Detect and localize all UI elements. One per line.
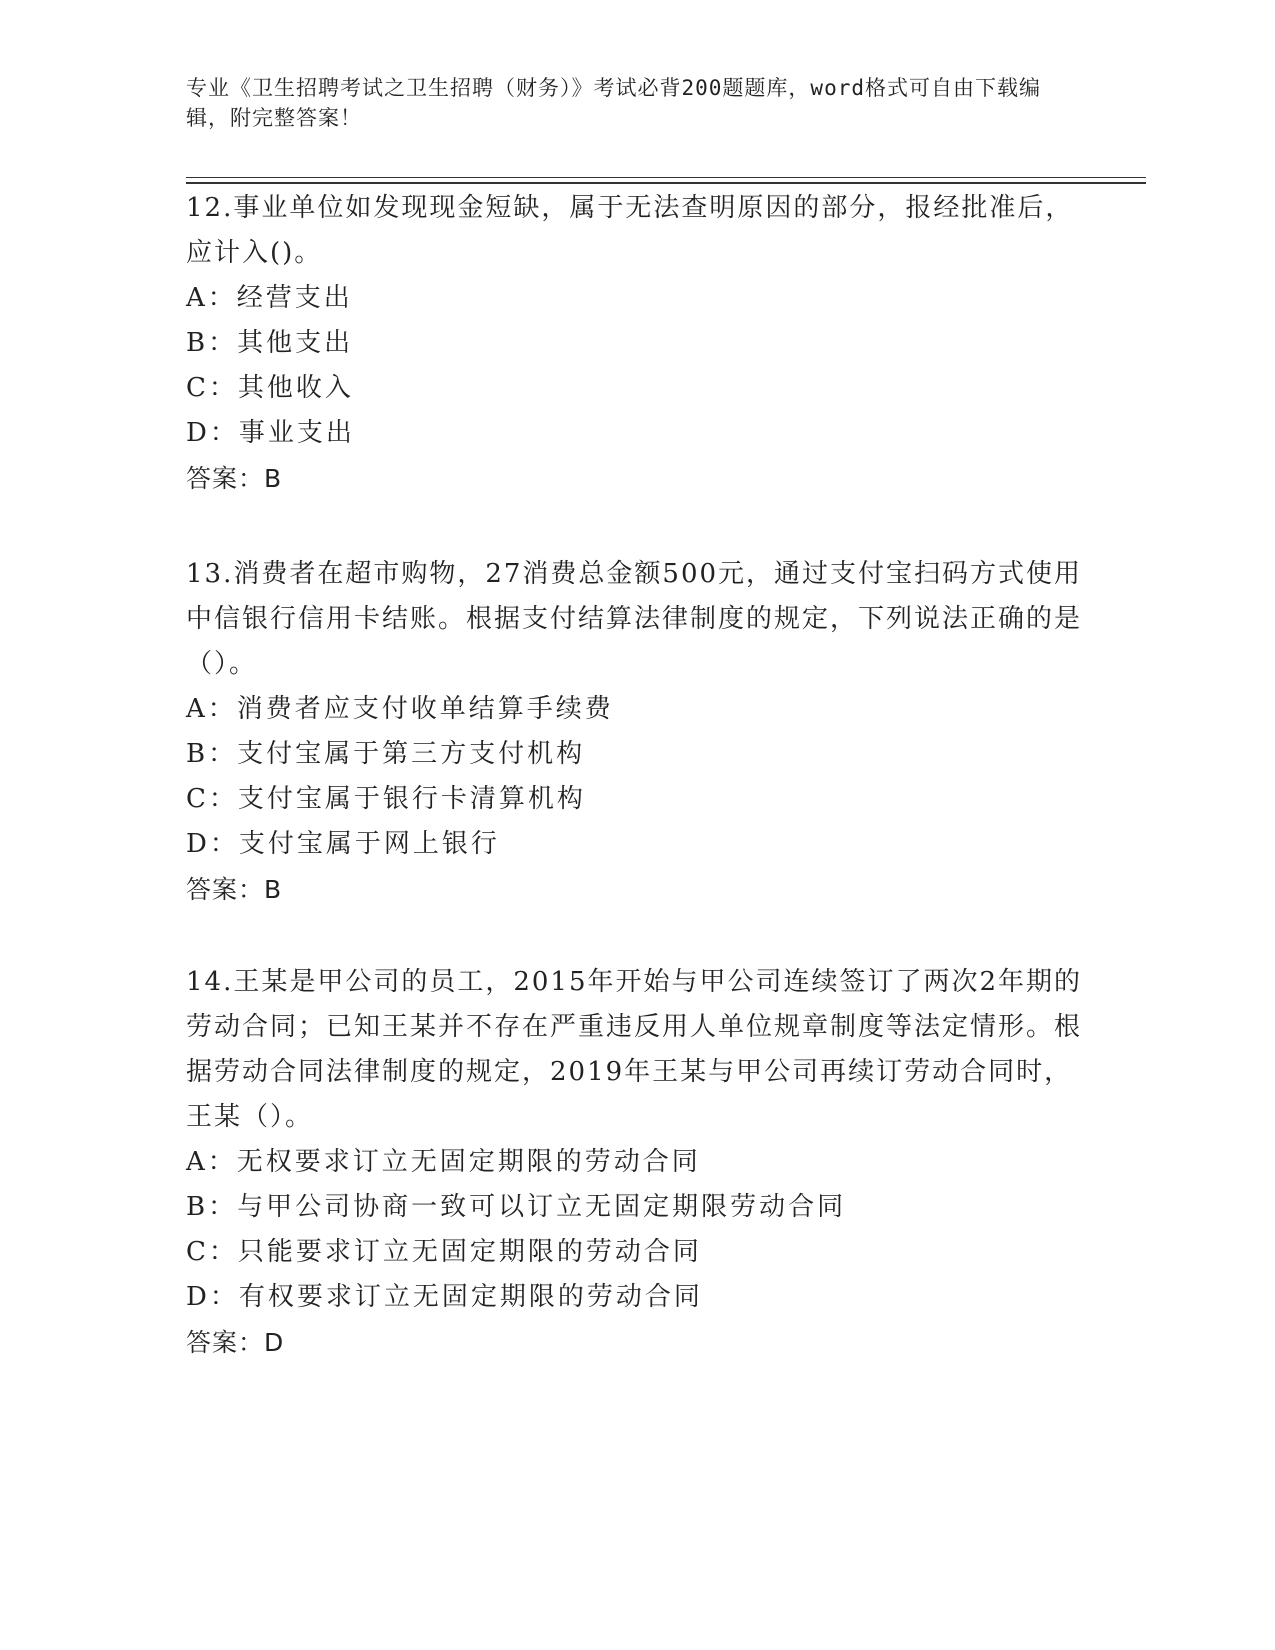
option-b: B：与甲公司协商一致可以订立无固定期限劳动合同 <box>186 1192 847 1222</box>
option-c: C：支付宝属于银行卡清算机构 <box>186 784 586 814</box>
answer-line: 答案：B <box>186 875 283 904</box>
document-header: 专业《卫生招聘考试之卫生招聘（财务）》考试必背200题题库，word格式可自由下载编辑，附完整答案！ <box>186 76 1041 130</box>
question-stem: 12.事业单位如发现现金短缺，属于无法查明原因的部分，报经批准后，应计入()。 <box>186 193 1074 268</box>
option-b: B：支付宝属于第三方支付机构 <box>186 739 586 769</box>
option-d: D：事业支出 <box>186 418 355 448</box>
question-13 <box>186 552 1086 912</box>
header-divider-thin <box>186 177 1146 178</box>
option-a: A：无权要求订立无固定期限的劳动合同 <box>186 1147 701 1177</box>
option-b: B：其他支出 <box>186 328 354 358</box>
option-a: A：经营支出 <box>186 283 353 313</box>
option-c: C：其他收入 <box>186 373 354 403</box>
option-c: C：只能要求订立无固定期限的劳动合同 <box>186 1237 702 1267</box>
question-12 <box>186 186 1086 501</box>
option-a: A：消费者应支付收单结算手续费 <box>186 694 614 724</box>
question-stem: 13.消费者在超市购物，27消费总金额500元，通过支付宝扫码方式使用中信银行信用卡结账。根据支付结算法律制度的规定，下列说法正确的是（）。 <box>186 559 1083 679</box>
answer-line: 答案：D <box>186 1328 285 1357</box>
answer-line: 答案：B <box>186 464 283 493</box>
question-14 <box>186 960 1086 1365</box>
option-d: D：有权要求订立无固定期限的劳动合同 <box>186 1282 703 1312</box>
question-stem: 14.王某是甲公司的员工，2015年开始与甲公司连续签订了两次2年期的劳动合同；已知王某并不存在严重违反用人单位规章制度等法定情形。根据劳动合同法律制度的规定，2019年王某与甲公司再续订劳动合同时，王某（）。 <box>186 967 1083 1132</box>
option-d: D：支付宝属于网上银行 <box>186 829 500 859</box>
header-divider-thick <box>186 182 1146 184</box>
